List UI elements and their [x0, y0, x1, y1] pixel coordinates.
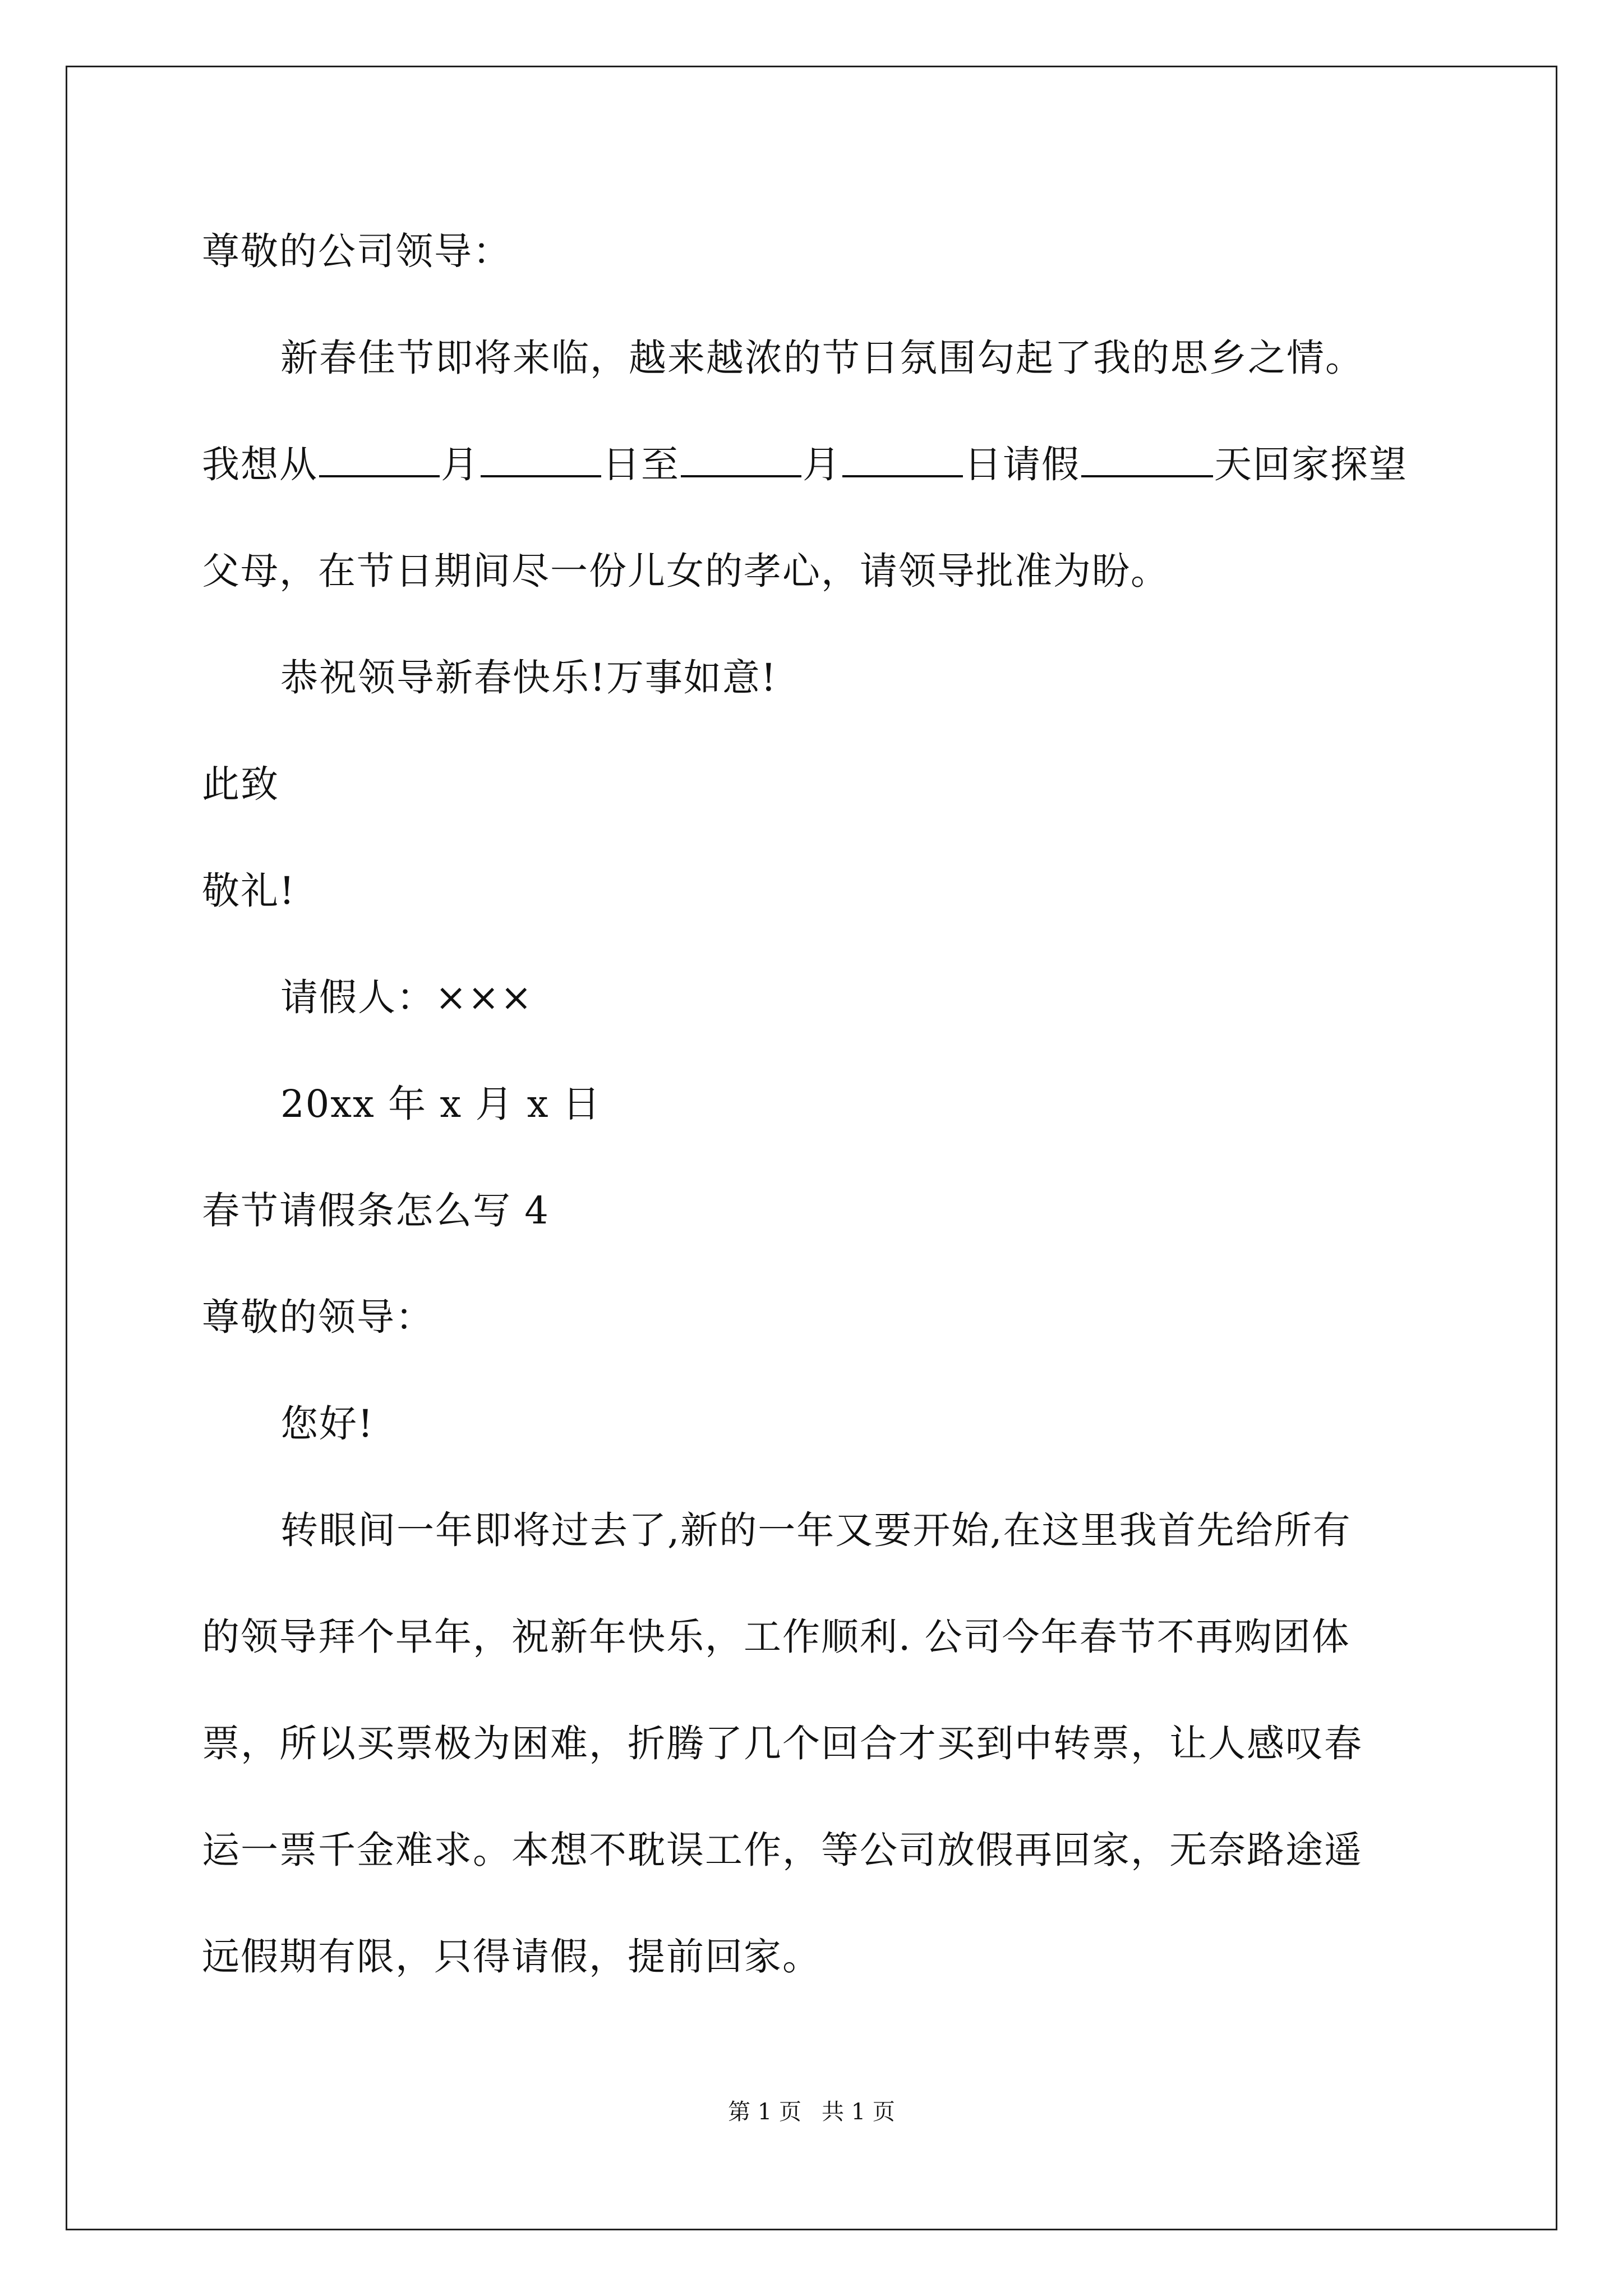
text-segment: 月 [441, 443, 479, 486]
date: 20xx 年 x 月 x 日 [280, 1082, 601, 1126]
page-total: 共 1 页 [822, 2099, 895, 2125]
body-line: 票，所以买票极为困难，折腾了几个回合才买到中转票，让人感叹春 [202, 1722, 1363, 1765]
salutation: 尊敬的领导： [202, 1295, 434, 1339]
signature: 请假人：××× [280, 976, 533, 1019]
blank-field [842, 472, 963, 477]
body-line: 远假期有限，只得请假，提前回家。 [202, 1935, 821, 1978]
page-footer [0, 2101, 1623, 2123]
body-line: 的领导拜个早年，祝新年快乐，工作顺利. 公司今年春节不再购团体 [202, 1615, 1350, 1659]
blank-field [481, 472, 601, 477]
text-segment: 我想从 [202, 443, 318, 486]
blank-field [319, 472, 440, 477]
body-line: 转眼间一年即将过去了,新的一年又要开始,在这里我首先给所有 [280, 1508, 1352, 1552]
closing-line: 敬礼! [202, 869, 296, 913]
blank-field [1081, 472, 1213, 477]
body-line-with-blanks [202, 443, 1408, 486]
text-segment: 月 [803, 443, 841, 486]
text-segment: 日请假 [964, 443, 1080, 486]
section-title: 春节请假条怎么写 4 [202, 1189, 550, 1232]
body-line: 运一票千金难求。本想不耽误工作，等公司放假再回家，无奈路途遥 [202, 1828, 1363, 1872]
greeting: 您好! [280, 1402, 374, 1446]
wish-line: 恭祝领导新春快乐!万事如意! [280, 656, 777, 700]
blank-field [681, 472, 801, 477]
text-segment: 日至 [602, 443, 680, 486]
body-line: 新春佳节即将来临，越来越浓的节日氛围勾起了我的思乡之情。 [280, 336, 1364, 380]
closing-line: 此致 [202, 762, 279, 806]
page-border [66, 66, 1557, 2230]
body-line: 父母，在节日期间尽一份儿女的孝心，请领导批准为盼。 [202, 549, 1169, 593]
text-segment: 天回家探望 [1214, 443, 1408, 486]
salutation: 尊敬的公司领导： [202, 229, 511, 273]
page-number: 第 1 页 [728, 2099, 801, 2125]
